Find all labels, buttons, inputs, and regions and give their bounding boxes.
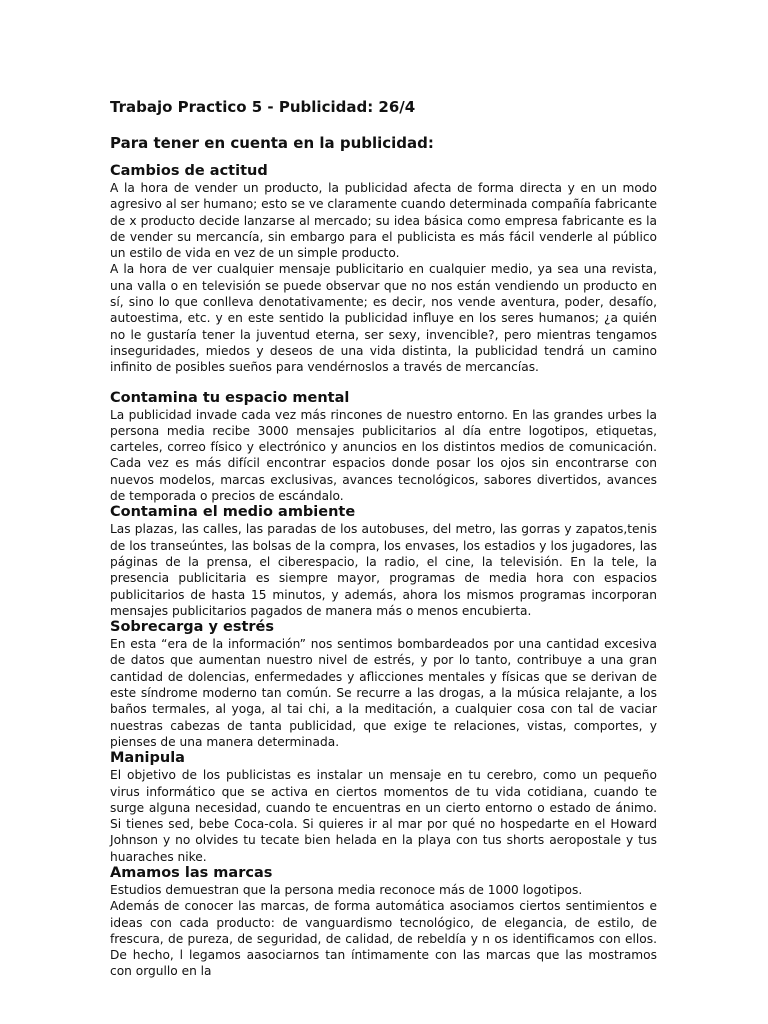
document-subtitle: Para tener en cuenta en la publicidad: [110,134,434,152]
paragraph: Las plazas, las calles, las paradas de los autobuses, del metro, las gorras y zapatos,tenis de los transeúntes, las bolsas de la compra, los envases, los estadios y los jugadores, las páginas de la prensa, el ciberespacio, la radio, el cine, la televisión. En la tele, la presencia publicitaria es siempre mayor, programas de media hora con espacios publicitarios de hasta 15 minutos, y además, ahora los mismos programas incorporan mensajes publicitarios pagados de manera más o menos encubierta. [110,522,657,618]
section-heading: Amamos las marcas [110,864,273,881]
section-heading: Manipula [110,750,185,767]
section-contamina-medio-ambiente [110,504,657,619]
section-heading: Contamina tu espacio mental [110,389,350,406]
paragraph: A la hora de vender un producto, la publicidad afecta de forma directa y en un modo agresivo al ser humano; esto se ve claramente cuando determinada compañía fabricante de x producto decide lanzarse al mercado; su idea básica como empresa fabricante es la de vender su mercancía, sin embargo para el publicista es más fácil venderle al público un estilo de vida en vez de un simple producto. [110,181,657,261]
section-heading: Sobrecarga y estrés [110,619,275,636]
paragraph: Además de conocer las marcas, de forma automática asociamos ciertos sentimientos e ideas con cada producto: de vanguardismo tecnológico, de elegancia, de estilo, de frescura, de pureza, de seguridad, de calidad, de rebeldía y n os identificamos con ellos. De hecho, l legamos aasociarnos tan íntimamente con las marcas que las mostramos con orgullo en la [110,899,657,979]
section-amamos-las-marcas [110,865,657,980]
section-heading: Contamina el medio ambiente [110,504,356,521]
section-sobrecarga-y-estres [110,619,657,750]
paragraph: En esta “era de la información” nos sentimos bombardeados por una cantidad excesiva de datos que aumentan nuestro nivel de estrés, y por lo tanto, contribuye a una gran cantidad de dolencias, enfermedades y aflicciones mentales y físicas que se derivan de este síndrome moderno tan común. Se recurre a las drogas, a la música relajante, a los baños termales, al yoga, al tai chi, a la meditación, a cualquier cosa con tal de vaciar nuestras cabezas de tanta publicidad, que exige te relaciones, vistas, comportes, y pienses de una manera determinada. [110,637,657,749]
section-contamina-espacio-mental [110,390,657,505]
paragraph: A la hora de ver cualquier mensaje publicitario en cualquier medio, ya sea una revista, una valla o en televisión se puede observar que no nos están vendiendo un producto en sí, sino lo que conlleva denotativamente; es decir, nos vende aventura, poder, desafío, autoestima, etc. y en este sentido la publicidad influye en los seres humanos; ¿a quién no le gustaría tener la juventud eterna, ser sexy, invencible?, pero mientras tengamos inseguridades, miedos y deseos de una vida distinta, la publicidad tendrá un camino infinito de posibles sueños para vendérnoslos a través de mercancías. [110,262,657,375]
section-heading: Cambios de actitud [110,163,268,179]
document-page [110,96,657,980]
paragraph: La publicidad invade cada vez más rincones de nuestro entorno. En las grandes urbes la persona media recibe 3000 mensajes publicitarios al día entre logotipos, etiquetas, carteles, correo físico y electrónico y anuncios en los distintos medios de comunicación. Cada vez es más difícil encontrar espacios donde posar los ojos sin encontrarse con nuevos modelos, marcas exclusivas, avances tecnológicos, sabores divertidos, avances de temporada o precios de escándalo. [110,407,657,504]
section-cambios-de-actitud [110,163,657,376]
paragraph: El objetivo de los publicistas es instalar un mensaje en tu cerebro, como un pequeño virus informático que se activa en ciertos momentos de tu vida cotidiana, cuando te surge alguna necesidad, cuando te encuentras en un cierto entorno o estado de ánimo. Si tienes sed, bebe Coca-cola. Si quieres ir al mar por qué no hospedarte en el Howard Johnson y no olvides tu tecate bien helada en la playa con tus shorts aeropostale y tus huaraches nike. [110,768,657,864]
paragraph: Estudios demuestran que la persona media reconoce más de 1000 logotipos. [110,882,583,897]
section-manipula [110,750,657,865]
document-title: Trabajo Practico 5 - Publicidad: 26/4 [110,98,416,116]
